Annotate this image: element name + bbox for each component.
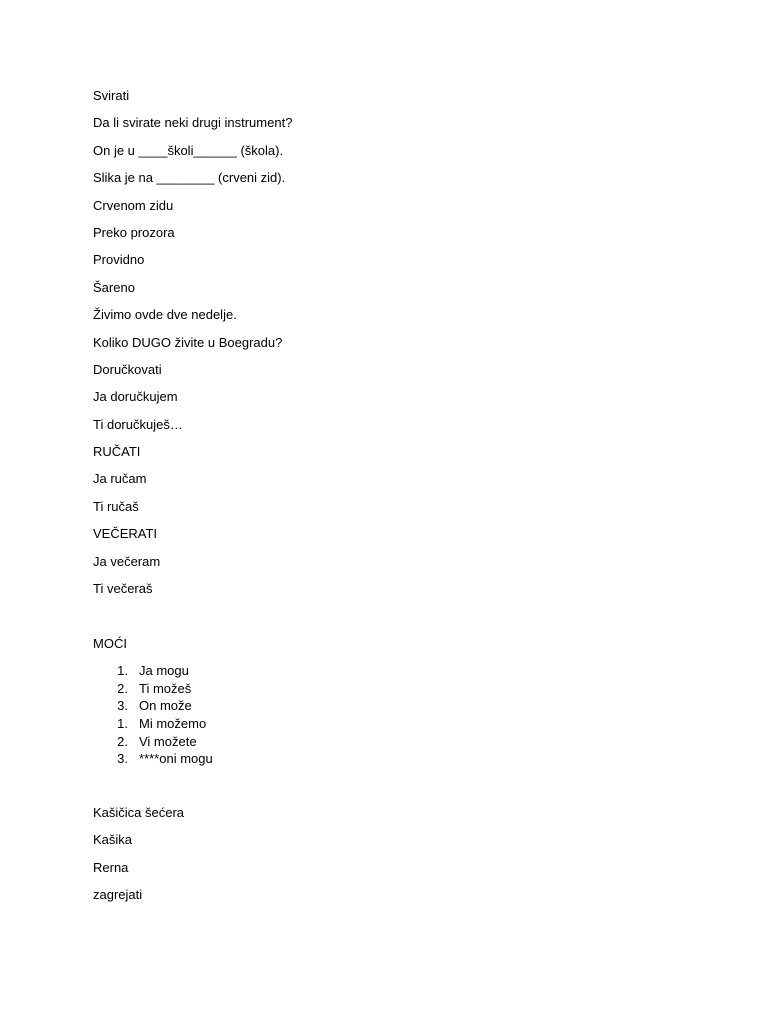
list-item [93,662,693,680]
paragraph: Svirati [93,88,130,103]
list-item [93,750,693,768]
list-number: 3. [117,751,128,767]
empty-paragraph [93,768,693,804]
paragraph: Providno [93,252,145,268]
paragraph: Ja doručkujem [93,389,178,405]
paragraph: Koliko DUGO živite u Boegradu? [93,334,283,350]
paragraph: Živimo ovde dve nedelje. [93,307,237,323]
paragraph: Ti večeraš [93,581,153,597]
paragraph: Kašika [93,832,133,848]
empty-paragraph [93,607,693,634]
paragraph: Šareno [93,279,135,295]
list-item [93,697,693,715]
paragraph: zagrejati [93,886,143,902]
moci-heading: MOĆI [93,635,127,651]
list-text: On može [139,698,192,714]
list-text: Ja mogu [139,663,189,679]
paragraph: Crvenom zidu [93,197,174,213]
list-text: Ti možeš [139,680,192,696]
paragraph: Ti doručkuješ… [93,416,183,432]
paragraph: Kašičica šećera [93,804,185,820]
list-text: Vi možete [139,733,197,749]
paragraph: Preko prozora [93,224,175,240]
list-number: 1. [117,715,128,731]
paragraph: Ja večeram [93,553,161,569]
list-number: 3. [117,698,128,714]
list-text: Mi možemo [139,715,207,731]
list-number: 2. [117,733,128,749]
paragraph: Da li svirate neki drugi instrument? [93,115,293,131]
list-item [93,733,693,751]
paragraph: Ti ručaš [93,498,139,514]
document-body [93,87,693,913]
list-item [93,680,693,698]
moci-numbered-list [93,662,693,768]
paragraph: VEČERATI [93,526,158,542]
paragraph: On je u ____školi______ (škola). [93,142,284,158]
list-number: 1. [117,663,128,679]
list-number: 2. [117,680,128,696]
paragraph: Ja ručam [93,471,147,487]
paragraph: RUČATI [93,444,141,460]
paragraph: Slika je na ________ (crveni zid). [93,170,286,186]
list-item [93,715,693,733]
paragraph: Rerna [93,859,129,875]
paragraph: Doručkovati [93,361,162,377]
list-text: ****oni mogu [139,751,213,767]
